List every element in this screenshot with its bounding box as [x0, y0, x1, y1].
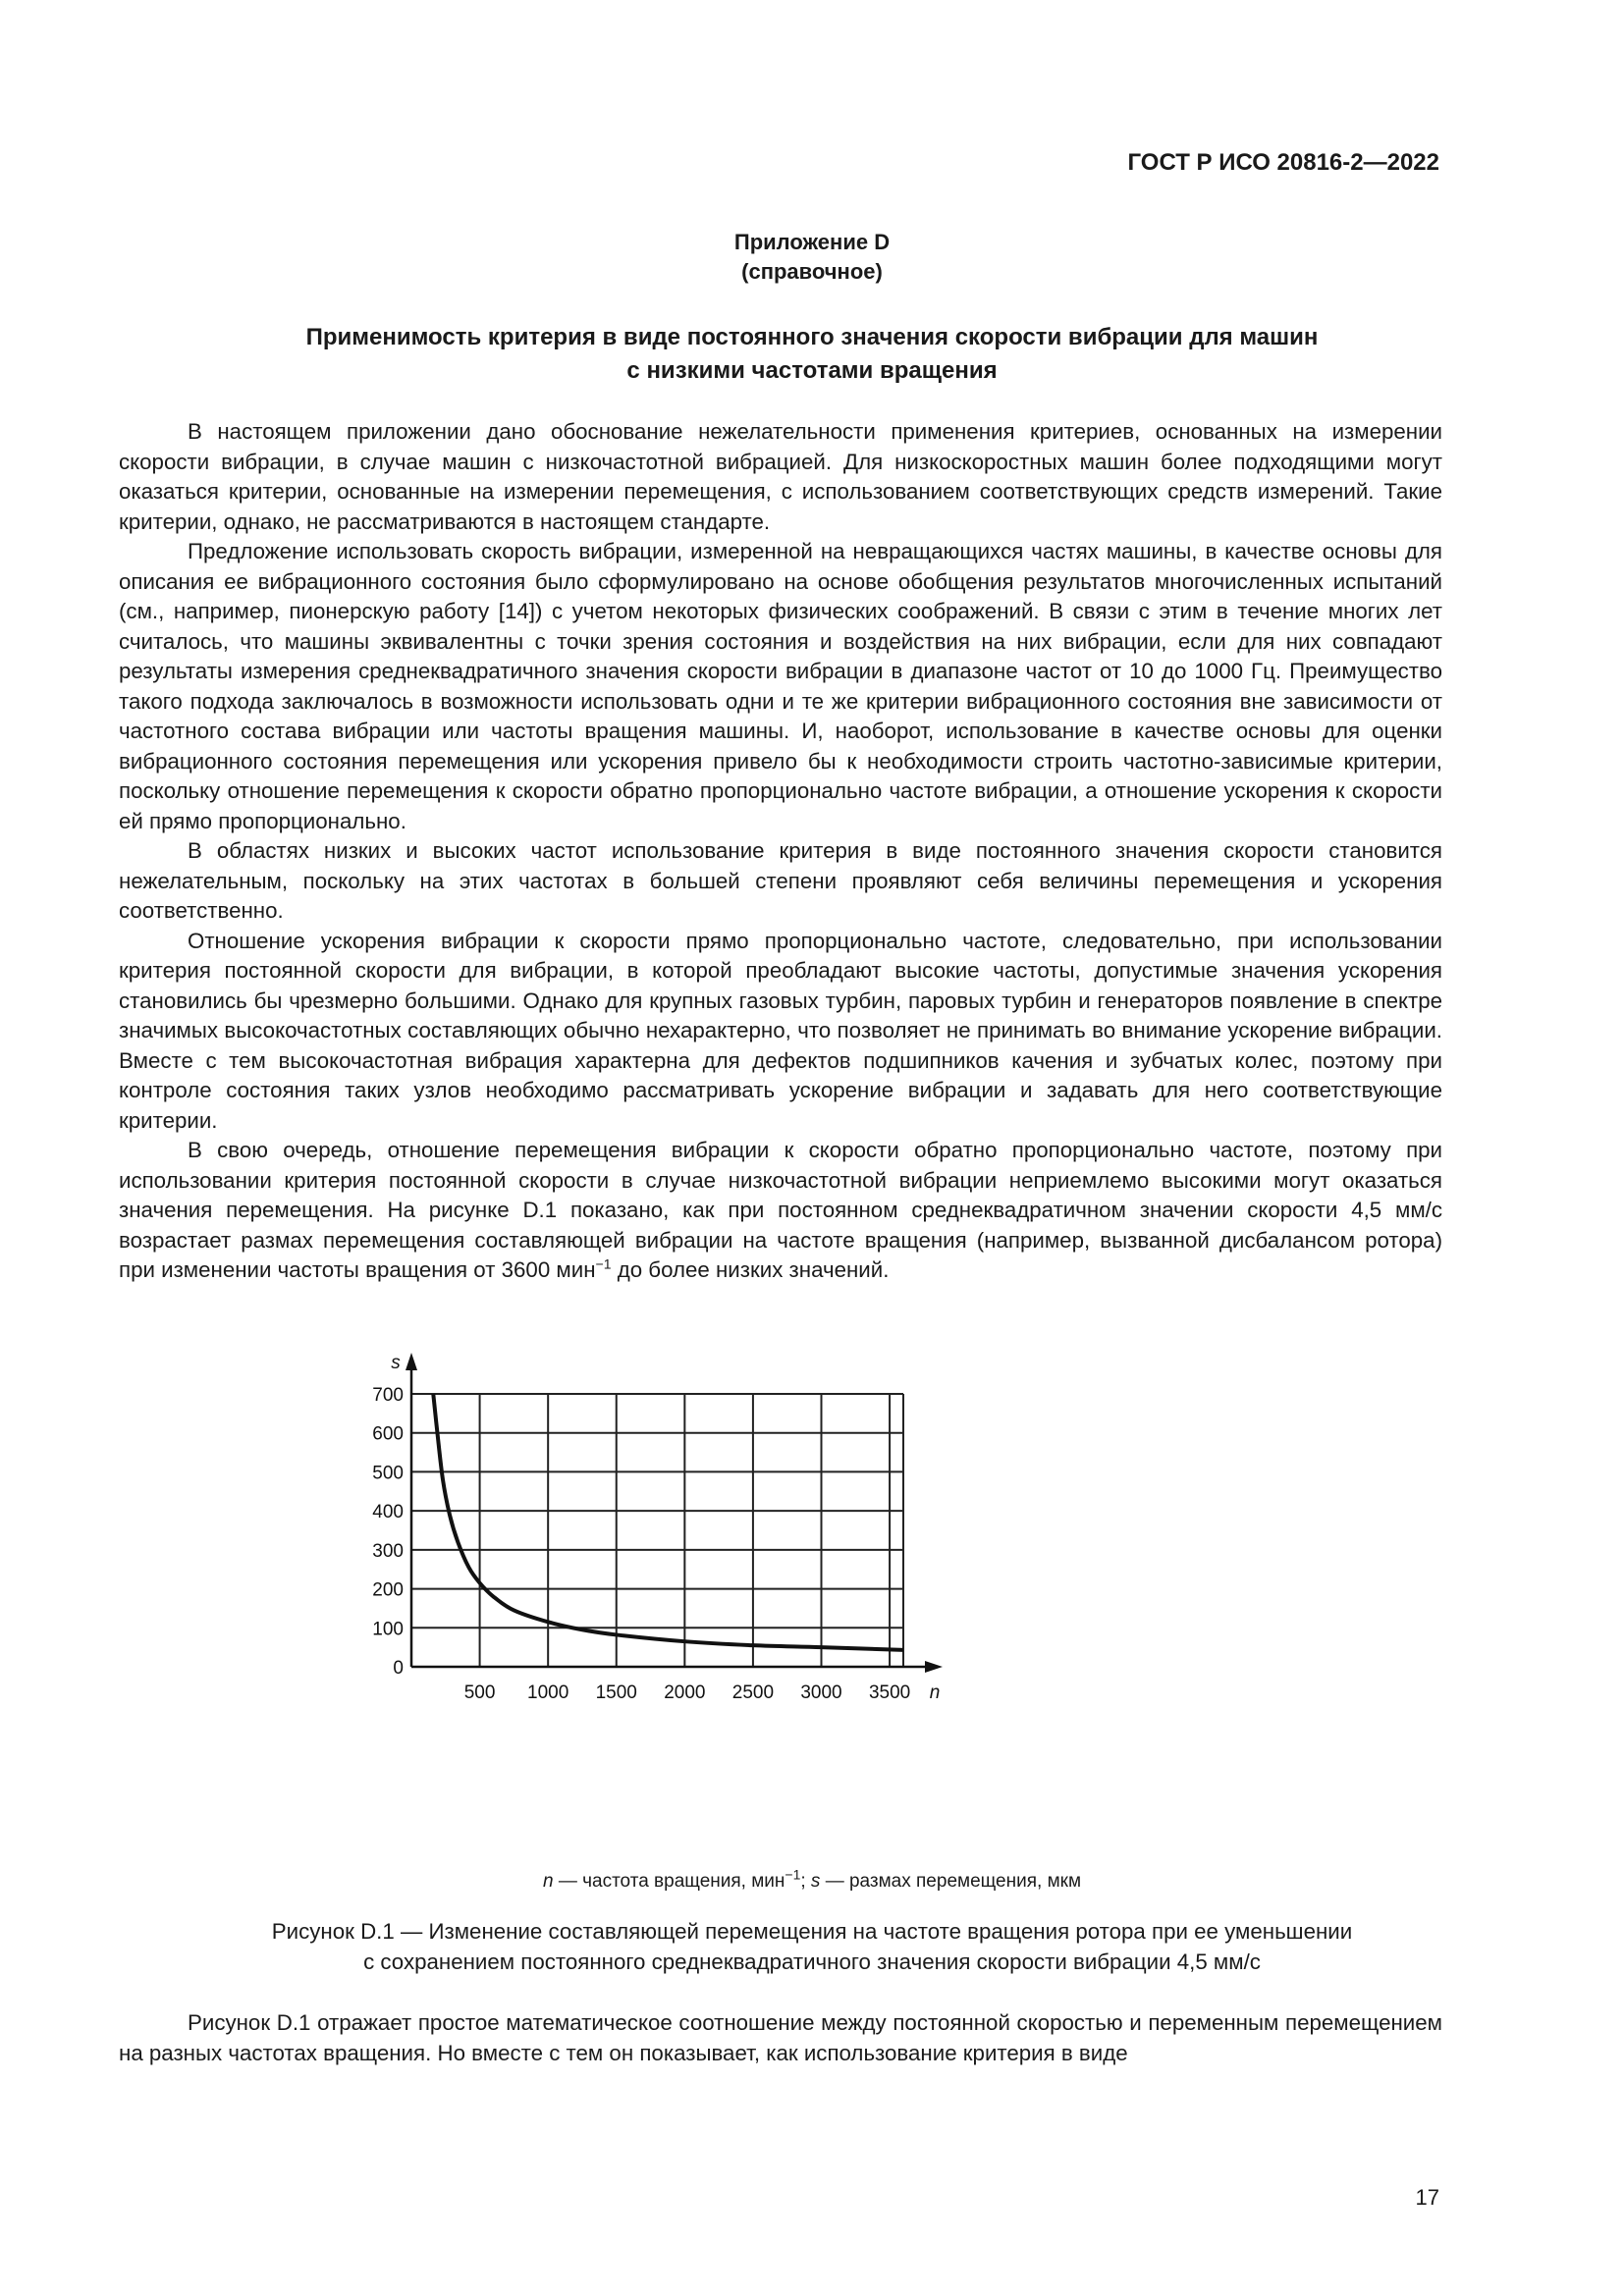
paragraph-3: В областях низких и высоких частот использование критерия в виде постоянного значения скорости становится нежелательным, поскольку на этих частотах в большей степени проявляют себя величины перемещения и ускорения соответственно.: [119, 838, 1442, 923]
figure-legend: [0, 1866, 1624, 1893]
x-tick-label-2: 1500: [595, 1682, 637, 1703]
legend-separator: ;: [800, 1871, 811, 1892]
x-tick-label-1: 1000: [527, 1682, 569, 1703]
x-axis-arrow: [925, 1661, 943, 1673]
page-number: 17: [1415, 2185, 1439, 2210]
figure-caption: [0, 1916, 1624, 1977]
figure-caption-line2: с сохранением постоянного среднеквадратичного значения скорости вибрации 4,5 мм/с: [363, 1949, 1261, 1974]
y-tick-label-0: 700: [372, 1385, 404, 1406]
body-text: [119, 417, 1442, 1286]
appendix-type: (справочное): [741, 259, 883, 284]
x-tick-label-4: 2500: [731, 1682, 775, 1703]
y-tick-label-2: 500: [372, 1463, 404, 1484]
x-tick-label-3: 2000: [664, 1682, 706, 1703]
y-axis-label: s: [391, 1353, 401, 1373]
section-title-line2: с низкими частотами вращения: [626, 357, 998, 384]
legend-n-symbol: n: [542, 1871, 554, 1892]
x-axis-label: n: [929, 1682, 941, 1703]
figure-caption-line1: Рисунок D.1 — Изменение составляющей перемещения на частоте вращения ротора при ее уменьшении: [271, 1919, 1353, 1944]
paragraph-1: В настоящем приложении дано обоснование нежелательности применения критериев, основанных на измерении скорости вибрации, в случае машин с низкочастотной вибрацией. Для низкоскоростных машин более подходящими могут оказаться критерии, основанные на измерении перемещения, с использованием соответствующих средств измерений. Такие критерии, однако, не рассматриваются в настоящем стандарте.: [119, 419, 1442, 534]
legend-s-text: — размах перемещения, мкм: [820, 1871, 1082, 1892]
paragraph-2: Предложение использовать скорость вибрации, измеренной на невращающихся частях машины, в качестве основы для описания ее вибрационного состояния было сформулировано на основе обобщения результатов многочисленных испытаний (см., например, пионерскую работу [14]) с учетом некоторых физических соображений. В связи с этим в течение многих лет считалось, что машины эквивалентны с точки зрения состояния и воздействия на них вибрации, если для них совпадают результаты измерения среднеквадратичного значения скорости вибрации в диапазоне частот от 10 до 1000 Гц. Преимущество такого подхода заключалось в возможности использовать одни и те же критерии вибрационного состояния вне зависимости от частотного состава вибрации или частоты вращения машины. И, наоборот, использование в качестве основы для оценки вибрационного состояния перемещения или ускорения привело бы к необходимости строить частотно-зависимые критерии, поскольку отношение перемещения к скорости обратно пропорционально частоте вибрации, а отношение ускорения к скорости ей прямо пропорционально.: [119, 539, 1442, 833]
paragraph-5-sup: −1: [595, 1255, 612, 1272]
y-tick-label-6: 100: [372, 1619, 404, 1640]
y-tick-label-4: 300: [372, 1540, 404, 1562]
x-tick-label-0: 500: [463, 1682, 496, 1703]
closing-text: [119, 2008, 1442, 2068]
paragraph-5-text: В свою очередь, отношение перемещения вибрации к скорости обратно пропорционально частоте, поэтому при использовании критерия постоянной скорости в случае низкочастотной вибрации неприемлемо высокими могут оказаться значения перемещения. На рисунке D.1 показано, как при постоянном среднеквадратичном значении скорости 4,5 мм/с возрастает размах перемещения составляющей вибрации на частоте вращения (например, вызванной дисбалансом ротора) при изменении частоты вращения от 3600 мин: [119, 1138, 1442, 1282]
standard-code: ГОСТ Р ИСО 20816-2—2022: [1127, 149, 1439, 176]
y-tick-label-5: 200: [372, 1579, 404, 1601]
y-tick-label-7: 0: [393, 1658, 404, 1679]
legend-sup: −1: [785, 1866, 801, 1883]
legend-n-text: — частота вращения, мин: [553, 1871, 785, 1892]
section-title-line1: Применимость критерия в виде постоянного значения скорости вибрации для машин: [305, 324, 1319, 350]
paragraph-4: Отношение ускорения вибрации к скорости прямо пропорционально частоте, следовательно, при использовании критерия постоянной скорости для вибрации, в которой преобладают высокие частоты, допустимые значения ускорения становились бы чрезмерно большими. Однако для крупных газовых турбин, паровых турбин и генераторов появление в спектре значимых высокочастотных составляющих обычно нехарактерно, что позволяет не принимать во внимание ускорение вибрации. Вместе с тем высокочастотная вибрация характерна для дефектов подшипников качения и зубчатых колес, поэтому при контроле состояния таких узлов необходимо рассматривать ускорение вибрации и задавать для него соответствующие критерии.: [119, 928, 1442, 1133]
appendix-label: Приложение D: [733, 230, 891, 254]
y-tick-label-1: 600: [372, 1423, 404, 1445]
paragraph-5: [119, 1136, 1442, 1286]
closing-paragraph: Рисунок D.1 отражает простое математическое соотношение между постоянной скоростью и переменным перемещением на разных частотах вращения. Но вместе с тем он показывает, как использование критерия в виде: [119, 2010, 1442, 2065]
paragraph-5-tail: до более низких значений.: [611, 1257, 890, 1282]
x-tick-label-5: 3000: [800, 1682, 842, 1703]
x-tick-label-6: 3500: [868, 1682, 911, 1703]
chart-svg: [334, 1343, 1218, 1853]
legend-s-symbol: s: [810, 1871, 821, 1892]
figure-d1-chart: [334, 1343, 1218, 1853]
y-axis-arrow: [406, 1353, 417, 1370]
y-tick-label-3: 400: [372, 1502, 404, 1523]
